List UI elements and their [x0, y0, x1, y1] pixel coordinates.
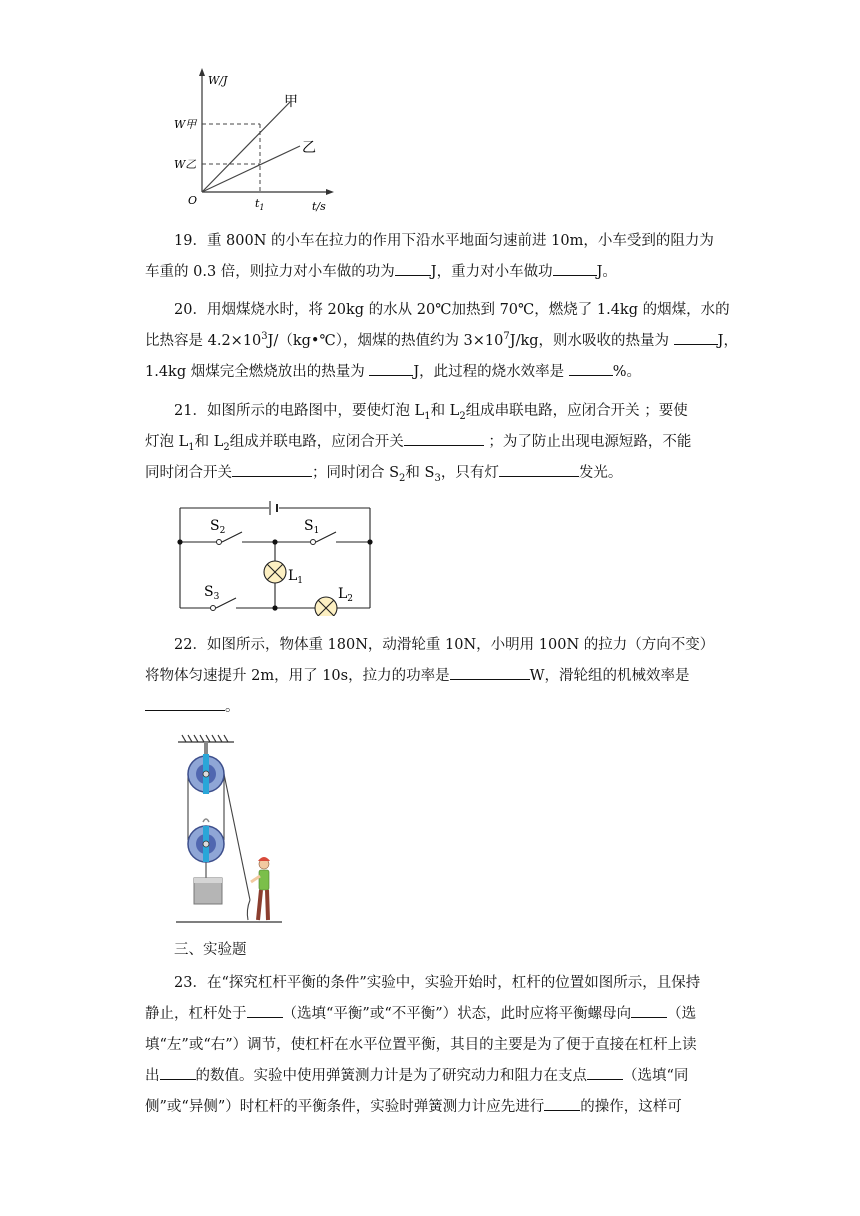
q20-line-2a: 比热容是 4.2×10	[145, 333, 262, 349]
q19-line-1: 19．重 800N 的小车在拉力的作用下沿水平地面匀速前进 10m，小车受到的阻力为	[174, 233, 714, 249]
q20-sup-2: 7	[503, 331, 510, 343]
q20-line-2c: J/kg，则水吸收的热量为	[509, 333, 674, 349]
q20-blank-heat-released[interactable]	[369, 359, 413, 376]
circuit-diagram	[170, 494, 380, 616]
q19-line-2c: J。	[596, 264, 617, 280]
q22-line-3: 。	[225, 699, 240, 715]
x-axis-label: t/s	[312, 200, 326, 212]
w-jia-label: W甲	[174, 118, 197, 131]
q22-line-2a: 将物体匀速提升 2m，用了 10s，拉力的功率是	[145, 668, 450, 684]
line-yi-label: 乙	[302, 140, 316, 156]
section-title-experiment: 三、实验题	[174, 942, 247, 958]
q23-blank-side[interactable]	[587, 1063, 623, 1080]
q19-line-2a: 车重的 0.3 倍，则拉力对小车做的功为	[145, 264, 395, 280]
q21-line-3a: 同时闭合开关	[145, 465, 232, 481]
question-21: 21．如图所示的电路图中，要使灯泡 $L_1$和 $L_2$组成串联电路，应闭合开关 ；要使 灯泡 $L_1$和 $L_2$组成并联电路，应闭合开关 ；为了防止出现电源短路，不能 同时闭合开关 ；同时闭合 $S_2$和 $S_3$，只有灯 发光。	[145, 403, 692, 484]
q22-blank-power[interactable]	[450, 663, 530, 680]
q23-line-1: 23．在“探究杠杆平衡的条件”实验中，实验开始时，杠杆的位置如图所示，且保持	[174, 975, 701, 991]
svg-text:S3: $S_3$	[204, 584, 220, 602]
q22-blank-efficiency[interactable]	[145, 694, 225, 711]
fixed-pulley	[188, 754, 224, 794]
q23-line-4b: 的数值。实验中使用弹簧测力计是为了研究动力和阻力在支点	[195, 1068, 587, 1084]
movable-pulley	[188, 819, 224, 862]
q21-line-2a: 灯泡 L	[145, 434, 189, 450]
line-yi	[202, 146, 300, 192]
q20-blank-heat-absorbed[interactable]	[674, 328, 718, 345]
q21-line-3d: ，只有灯	[440, 465, 499, 481]
q20-line-3b: J，此过程的烧水效率是	[413, 364, 569, 380]
question-19	[145, 226, 715, 288]
q21-line-2c: 组成并联电路，应闭合开关	[229, 434, 404, 450]
q23-blank-direction[interactable]	[631, 1001, 667, 1018]
q23-line-4c: （选填“同	[623, 1068, 689, 1084]
q23-line-2b: （选填“平衡”或“不平衡”）状态，此时应将平衡螺母向	[282, 1006, 632, 1022]
q19-line-2b: J，重力对小车做功	[430, 264, 553, 280]
svg-text:S2: $S_2$	[210, 518, 226, 536]
circuit-svg	[170, 494, 380, 616]
svg-text:L2: $L_2$	[338, 586, 354, 604]
q21-line-1b: 和 L	[430, 403, 460, 419]
s3-label: S	[204, 584, 214, 600]
ceiling	[178, 735, 234, 742]
origin-label: O	[188, 194, 198, 207]
q20-line-1: 20．用烟煤烧水时，将 20kg 的水从 20℃加热到 70℃，燃烧了 1.4kg 的烟煤，水的	[174, 302, 730, 318]
q23-line-4a: 出	[145, 1068, 160, 1084]
question-20	[145, 295, 738, 388]
q22-line-1: 22．如图所示，物体重 180N，动滑轮重 10N，小明用 100N 的拉力（方向不变）	[174, 637, 715, 653]
q23-line-3: 填“左”或“右”）调节，使杠杆在水平位置平衡，其目的主要是为了便于直接在杠杆上读	[145, 1037, 697, 1053]
q19-blank-gravity-work[interactable]	[553, 259, 597, 276]
pulley-figure	[172, 730, 292, 928]
q20-line-2d: J，	[717, 333, 738, 349]
svg-text:t1	[255, 197, 265, 212]
q21-blank-lamp[interactable]	[499, 460, 579, 477]
q20-line-2b: J/（kg•℃），烟煤的热值约为 3×10	[267, 333, 504, 349]
switch-s3-contact	[211, 606, 216, 611]
switch-s1-contact	[311, 540, 316, 545]
q23-blank-value[interactable]	[160, 1063, 196, 1080]
work-time-graph-svg	[168, 62, 348, 212]
q20-line-3c: %。	[612, 364, 642, 380]
w-yi-label: W乙	[174, 158, 197, 171]
q22-line-2b: W，滑轮组的机械效率是	[529, 668, 690, 684]
work-time-graph	[168, 62, 348, 212]
svg-text:S1: $S_1$	[304, 518, 320, 536]
q20-blank-efficiency[interactable]	[569, 359, 613, 376]
line-jia	[202, 102, 290, 192]
switch-s2-contact	[217, 540, 222, 545]
y-axis-arrow	[199, 68, 205, 76]
person-pulling	[251, 857, 270, 920]
x-axis-arrow	[326, 189, 334, 195]
q21-line-2b: 和 L	[194, 434, 224, 450]
l2-label: L	[338, 586, 348, 602]
lamp-l2	[315, 597, 337, 616]
y-axis-label: W/J	[208, 74, 228, 87]
fixed-pulley-hook	[204, 742, 208, 756]
q23-line-2c: （选	[667, 1006, 697, 1022]
q21-line-1c: 组成串联电路，应闭合开关 ；要使	[465, 403, 688, 419]
line-jia-label: 甲	[284, 94, 298, 110]
q20-line-3a: 1.4kg 烟煤完全燃烧放出的热量为	[145, 364, 370, 380]
s2-label: S	[210, 518, 220, 534]
lamp-l1	[264, 561, 286, 583]
l1-label: L	[288, 568, 298, 584]
q23-line-2a: 静止，杠杆处于	[145, 1006, 247, 1022]
q21-line-1a: 21．如图所示的电路图中，要使灯泡 L	[174, 403, 425, 419]
question-22	[145, 630, 715, 723]
q21-blank-parallel[interactable]	[404, 429, 484, 446]
svg-text:L1: $L_1$	[288, 568, 304, 586]
t1-label: t	[255, 197, 260, 210]
q21-line-3b: ；同时闭合 S	[312, 465, 400, 481]
q21-line-3e: 发光。	[578, 465, 623, 481]
q23-blank-state[interactable]	[247, 1001, 283, 1018]
q21-blank-short-circuit[interactable]	[232, 460, 312, 477]
q21-line-3c: 和 S	[405, 465, 435, 481]
t1-sub: 1	[259, 203, 265, 212]
q23-line-5b: 的操作，这样可	[580, 1099, 682, 1115]
q23-blank-operation[interactable]	[544, 1094, 580, 1111]
q19-blank-work[interactable]	[395, 259, 431, 276]
q20-sup-1: 3	[261, 331, 268, 343]
q23-line-5a: 侧”或“异侧”）时杠杆的平衡条件，实验时弹簧测力计应先进行	[145, 1099, 545, 1115]
pulley-svg	[172, 730, 292, 928]
question-23	[145, 968, 715, 1123]
q21-line-2d: ；为了防止出现电源短路，不能	[483, 434, 692, 450]
s1-label: S	[304, 518, 314, 534]
